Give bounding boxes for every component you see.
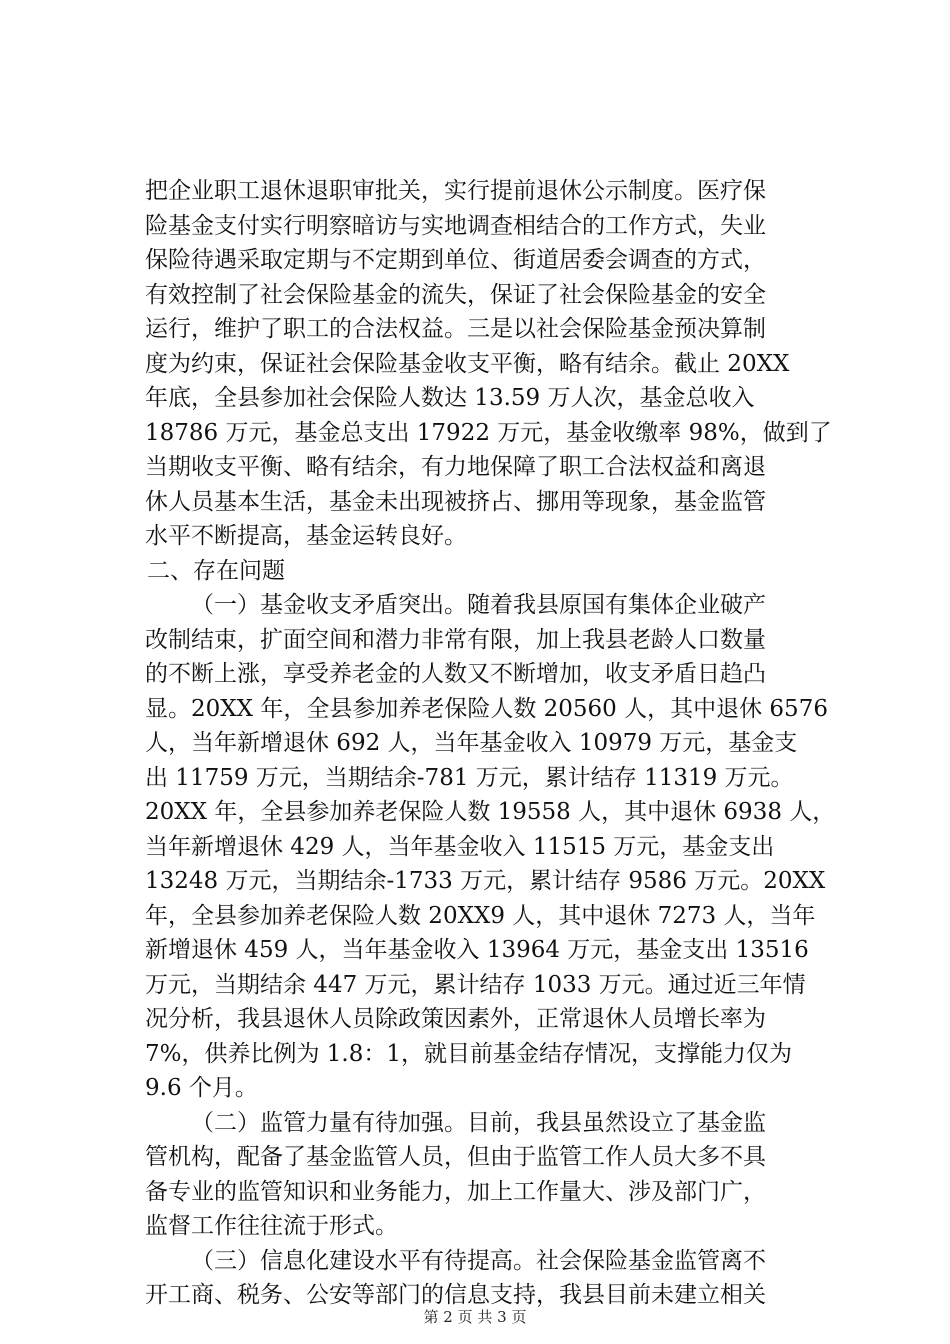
- text-line: 备专业的监管知识和业务能力，加上工作量大、涉及部门广，: [145, 1178, 766, 1205]
- text-line: 改制结束，扩面空间和潜力非常有限，加上我县老龄人口数量: [145, 626, 766, 653]
- text-line: 监督工作往往流于形式。: [145, 1213, 398, 1239]
- text-line: （一）基金收支矛盾突出。随着我县原国有集体企业破产: [191, 592, 766, 618]
- text-line: 把企业职工退休退职审批关，实行提前退休公示制度。医疗保: [145, 178, 766, 204]
- text-line: 当年新增退休 429 人，当年基金收入 11515 万元，基金支出: [145, 833, 775, 860]
- text-line: 开工商、税务、公安等部门的信息支持，我县目前未建立相关: [145, 1282, 766, 1308]
- text-line: 运行，维护了职工的合法权益。三是以社会保险基金预决算制: [145, 316, 766, 342]
- text-line: 度为约束，保证社会保险基金收支平衡，略有结余。截止 20XX: [145, 350, 790, 377]
- text-line: 险基金支付实行明察暗访与实地调查相结合的工作方式，失业: [145, 212, 766, 239]
- text-line: 年底，全县参加社会保险人数达 13.59 万人次，基金总收入: [145, 385, 755, 411]
- text-line: （三）信息化建设水平有待提高。社会保险基金监管离不: [191, 1247, 766, 1274]
- text-line: 出 11759 万元，当期结余-781 万元，累计结存 11319 万元。: [145, 764, 794, 791]
- page-footer: 第 2 页 共 3 页: [423, 1308, 527, 1326]
- text-line: 保险待遇采取定期与不定期到单位、街道居委会调查的方式，: [145, 247, 766, 273]
- document-body: [145, 174, 845, 1313]
- text-line: 水平不断提高，基金运转良好。: [145, 523, 467, 549]
- text-line: 9.6 个月。: [145, 1075, 258, 1101]
- text-line: （二）监管力量有待加强。目前，我县虽然设立了基金监: [191, 1109, 766, 1136]
- section-heading: 二、存在问题: [147, 557, 285, 584]
- text-line: 管机构，配备了基金监管人员，但由于监管工作人员大多不具: [145, 1144, 766, 1170]
- text-line: 新增退休 459 人，当年基金收入 13964 万元，基金支出 13516: [145, 937, 809, 963]
- text-line: 休人员基本生活，基金未出现被挤占、挪用等现象，基金监管: [145, 488, 766, 515]
- text-line: 况分析，我县退休人员除政策因素外，正常退休人员增长率为: [145, 1006, 766, 1032]
- text-line: 年，全县参加养老保险人数 20XX9 人，其中退休 7273 人，当年: [145, 902, 816, 929]
- text-line: 有效控制了社会保险基金的流失，保证了社会保险基金的安全: [145, 281, 766, 308]
- text-line: 20XX 年，全县参加养老保险人数 19558 人，其中退休 6938 人，: [145, 799, 836, 825]
- text-line: 人，当年新增退休 692 人，当年基金收入 10979 万元，基金支: [145, 730, 798, 756]
- text-line: 18786 万元，基金总支出 17922 万元，基金收缴率 98%，做到了: [145, 419, 832, 446]
- text-line: 13248 万元，当期结余-1733 万元，累计结存 9586 万元。20XX: [145, 868, 826, 894]
- text-line: 显。20XX 年，全县参加养老保险人数 20560 人，其中退休 6576: [145, 695, 828, 722]
- text-line: 当期收支平衡、略有结余，有力地保障了职工合法权益和离退: [145, 454, 766, 480]
- text-line: 7%，供养比例为 1.8：1，就目前基金结存情况，支撑能力仅为: [145, 1040, 793, 1067]
- text-line: 的不断上涨，享受养老金的人数又不断增加，收支矛盾日趋凸: [145, 661, 766, 687]
- text-line: 万元，当期结余 447 万元，累计结存 1033 万元。通过近三年情: [145, 971, 806, 998]
